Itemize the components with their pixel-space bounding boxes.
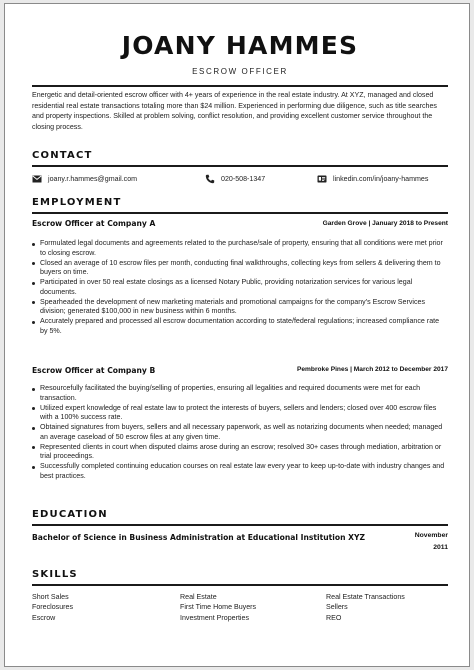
- contact-linkedin[interactable]: [317, 174, 428, 184]
- education-date: [388, 530, 448, 554]
- list-item: Participated in over 50 real estate closings as a licensed Notary Public, providing notarization services for various legal documents.: [32, 278, 448, 298]
- skills-column: [326, 592, 448, 623]
- skill-item: Escrow: [32, 613, 56, 622]
- skill-item: Foreclosures: [32, 603, 74, 612]
- skill-item: REO: [326, 613, 342, 622]
- list-item: Formulated legal documents and agreements related to the purchase/sale of property, ensuring that all conditions were met prior to closing escrow.: [32, 239, 448, 259]
- employment-heading: EMPLOYMENT: [32, 197, 448, 214]
- skill-item: Investment Properties: [180, 613, 249, 622]
- candidate-title: ESCROW OFFICER: [192, 67, 288, 76]
- email-text: joany.r.hammes@gmail.com: [48, 175, 138, 183]
- list-item: Spearheaded the development of new marketing materials and promotional campaigns for the company's Escrow Services division; generated $100,000 in new business within 6 months.: [32, 298, 448, 318]
- list-item: Resourcefully facilitated the buying/selling of properties, ensuring all legalities and required documents were met for each transaction.: [32, 384, 448, 404]
- skills-grid: [32, 592, 448, 623]
- header-divider: [32, 85, 448, 87]
- phone-text: 020-508-1347: [221, 175, 266, 183]
- skills-column: [32, 592, 180, 623]
- skill-item: Sellers: [326, 603, 348, 612]
- job-location-dates: Garden Grove | January 2018 to Present: [322, 220, 448, 227]
- list-item: Represented clients in court when disputed claims arose during an escrow; resolved 30+ cases through mediation, arbitration or trial proceedings.: [32, 443, 448, 463]
- contact-phone[interactable]: [205, 174, 265, 184]
- profile-card-icon: [317, 174, 327, 184]
- education-heading: EDUCATION: [32, 509, 448, 526]
- education-month: November: [414, 532, 448, 539]
- summary-paragraph: Energetic and detail-oriented escrow officer with 4+ years of experience in the real estate industry. At XYZ, managed and closed residential real estate transactions totaling more than $24 million. Experienced in performing due diligence, such as title searches and property inspections. Skilled at problem solving, conflict resolution, and providing excellent customer service throughout the closing process.: [32, 91, 437, 131]
- skills-column: [180, 592, 326, 623]
- job-bullet-list: [32, 384, 448, 482]
- job-title: Escrow Officer at Company A: [32, 219, 156, 228]
- list-item: Utilized expert knowledge of real estate law to protect the interests of buyers, sellers and lenders; closed over 400 escrow files with a 100% success rate.: [32, 404, 448, 424]
- job-title: Escrow Officer at Company B: [32, 366, 156, 375]
- contact-heading: CONTACT: [32, 150, 448, 167]
- skills-heading: SKILLS: [32, 569, 448, 586]
- linkedin-text: linkedin.com/in/joany-hammes: [333, 175, 429, 183]
- skill-item: Short Sales: [32, 593, 69, 601]
- list-item: Successfully completed continuing education courses on real estate law every year to keep up-to-date with industry changes and best practices.: [32, 462, 448, 482]
- envelope-icon: [32, 174, 42, 184]
- list-item: Accurately prepared and processed all escrow documentation according to state/federal regulations; increased compliance rate by 5%.: [32, 317, 448, 337]
- education-degree: Bachelor of Science in Business Administration at Educational Institution XYZ: [32, 533, 365, 542]
- job-location-dates: Pembroke Pines | March 2012 to December 2017: [296, 366, 448, 373]
- list-item: Closed an average of 10 escrow files per month, conducting final walkthroughs, collecting keys from sellers & delivering them to buyers on time.: [32, 259, 448, 279]
- list-item: Obtained signatures from buyers, sellers and all necessary paperwork, as well as notarizing documents when needed; managed an average caseload of 50 escrow files at any given time.: [32, 423, 448, 443]
- education-year: 2011: [433, 544, 448, 551]
- skill-item: Real Estate Transactions: [326, 593, 405, 601]
- candidate-name: JOANY HAMMES: [121, 31, 359, 60]
- contact-row: [32, 174, 448, 186]
- skill-item: Real Estate: [180, 593, 217, 601]
- resume-page: [4, 3, 470, 667]
- contact-email[interactable]: [32, 174, 137, 184]
- job-bullet-list: [32, 239, 448, 337]
- phone-icon: [205, 174, 215, 184]
- skill-item: First Time Home Buyers: [180, 603, 257, 612]
